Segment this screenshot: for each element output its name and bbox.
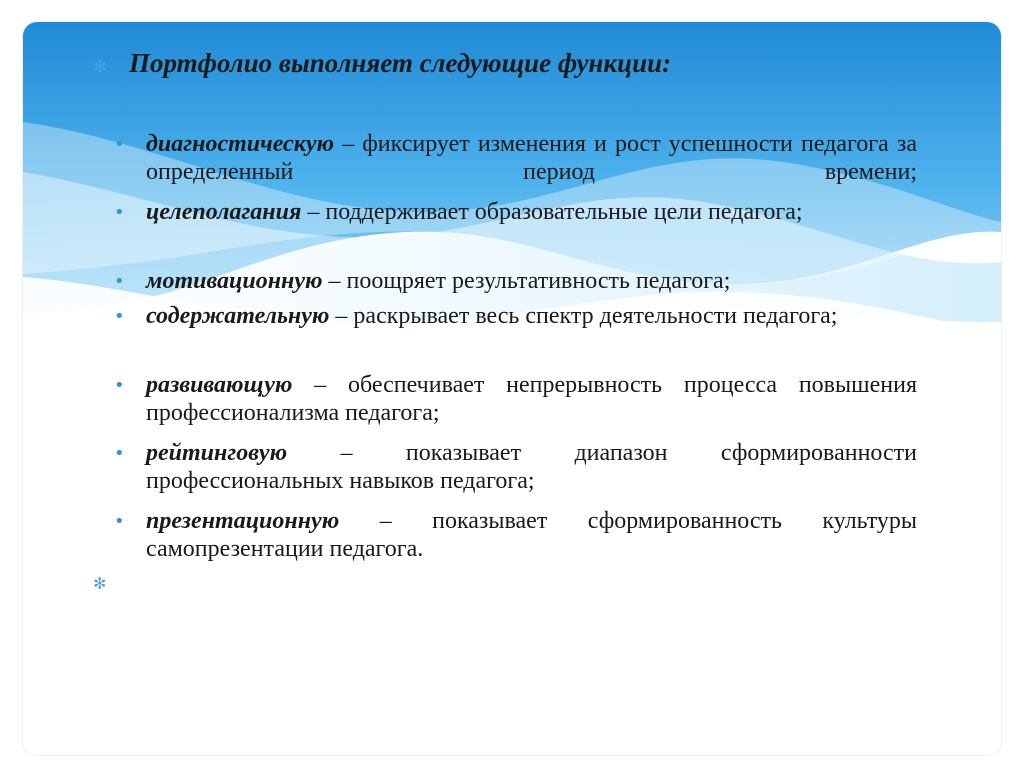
item-text: – раскрывает весь спектр деятельности педагога; [329, 303, 838, 329]
list-item [114, 439, 917, 495]
item-term: мотивационную [146, 268, 323, 294]
item-text: – обеспечивает непрерывность процесса повышения профессионализма педагога; [146, 372, 917, 426]
item-term: презентационную [146, 508, 340, 534]
bullet-dot-icon: • [114, 375, 125, 396]
item-text: – показывает сформированность культуры самопрезентации педагога. [146, 508, 917, 562]
list-item [114, 507, 917, 563]
slide-heading: Портфолио выполняет следующие функции: [129, 48, 672, 78]
bullet-dot-icon: • [114, 306, 125, 327]
bullet-dot-icon: • [114, 271, 125, 292]
item-text: – показывает диапазон сформированности профессиональных навыков педагога; [146, 440, 917, 494]
list-item [114, 267, 917, 295]
bullet-dot-icon: • [114, 443, 125, 464]
item-text: – поддерживает образовательные цели педагога; [301, 199, 803, 225]
slide [23, 22, 1001, 755]
list-item [114, 130, 917, 186]
list-item [114, 198, 917, 226]
slide-content [23, 22, 1001, 755]
bullet-dot-icon: • [114, 511, 125, 532]
item-text: – фиксирует изменения и рост успешности педагога за определенный период времени; [146, 131, 917, 185]
item-term: рейтинговую [146, 440, 288, 466]
item-text: – поощряет результативность педагога; [322, 268, 731, 294]
item-term: диагностическую [146, 131, 335, 157]
star-bullet-icon: ✻ [93, 574, 107, 593]
list-item [114, 371, 917, 427]
item-term: содержательную [146, 303, 330, 329]
item-term: целеполагания [146, 199, 302, 225]
bullet-dot-icon: • [114, 202, 125, 223]
list-item [114, 302, 917, 330]
bullet-dot-icon: • [114, 134, 125, 155]
item-term: развивающую [146, 372, 293, 398]
star-bullet-icon: ✻ [93, 57, 107, 76]
